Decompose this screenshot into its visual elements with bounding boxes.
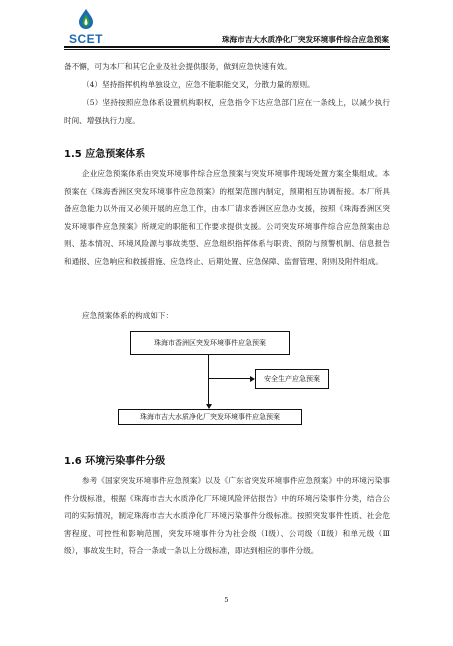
box-plant-plan: 珠海市吉大水质净化厂突发环境事件应急预案: [118, 409, 302, 425]
section-heading-1-6: 1.6 环境污染事件分级: [64, 456, 166, 467]
header-divider-thin: [64, 49, 390, 50]
logo-text: SCET: [68, 32, 103, 46]
paragraph-diagram-intro: 应急预案体系的构成如下：: [82, 311, 174, 320]
section-heading-1-5: 1.5 应急预案体系: [64, 149, 146, 160]
paragraph-plan-system: 企业应急预案体系由突发环境事件综合应急预案与突发环境事件现场处置方案全集组成。本预案在《珠海香洲区突发环境事件应急预案》的框架范围内制定，预期相互协调衔接。本厂所具备应急能力以外而又必须开展的应急工作，由本厂请求香洲区应急办支援，按照《珠海香洲区突发环境事件应急预案》所规定的职能和工作要求提供支援。公司突发环境事件综合应急预案由总则、基本情况、环境风险源与事故类型、应急组织指挥体系与职责、预防与预警机制、信息报告和通报、应急响应和救援措施、应急终止、后期处置、应急保障、监督管理、附则及附件组成。: [64, 169, 390, 266]
paragraph-classification: 参考《国家突发环境事件应急预案》以及《广东省突发环境事件应急预案》中的环境污染事件分级标准，根据《珠海市吉大水质净化厂环境风险评估报告》中的环境污染事件分类，结合公司的实际情况，制定珠海市吉大水质净化厂环境污染事件分级标准。按照突发事件性质、社会危害程度、可控性和影响范围，突发环境事件分为社会级（Ⅰ级）、公司级（Ⅱ级）和单元级（Ⅲ级），事故发生时，符合一条或一条以上分级标准，即达到相应的事件分级。: [64, 476, 390, 556]
plan-hierarchy-diagram: [118, 331, 328, 423]
paragraph-continuation: 备不懈，可为本厂和其它企业及社会提供服务，做到应急快速有效。: [64, 62, 292, 71]
box-safety-plan: 安全生产应急预案: [255, 369, 329, 389]
paragraph-principle-5: （5）坚持按照应急体系设置机构职权，应急指令下达应急部门应在一条线上，以减少执行时间、增强执行力度。: [64, 98, 390, 125]
header-divider: [64, 46, 390, 48]
page-number: 5: [224, 596, 229, 604]
connector-vertical: [208, 354, 209, 406]
box-district-plan: 珠海市香洲区突发环境事件应急预案: [130, 331, 290, 355]
droplet-logo-icon: [74, 8, 98, 30]
company-logo: [64, 8, 108, 48]
connector-horizontal: [208, 378, 250, 379]
paragraph-principle-4: （4）坚持指挥机构单独设立，应急不能职能交叉，分散力量的原则。: [82, 80, 315, 89]
header-title: 珠海市吉大水质净化厂突发环境事件综合应急预案: [221, 35, 389, 44]
